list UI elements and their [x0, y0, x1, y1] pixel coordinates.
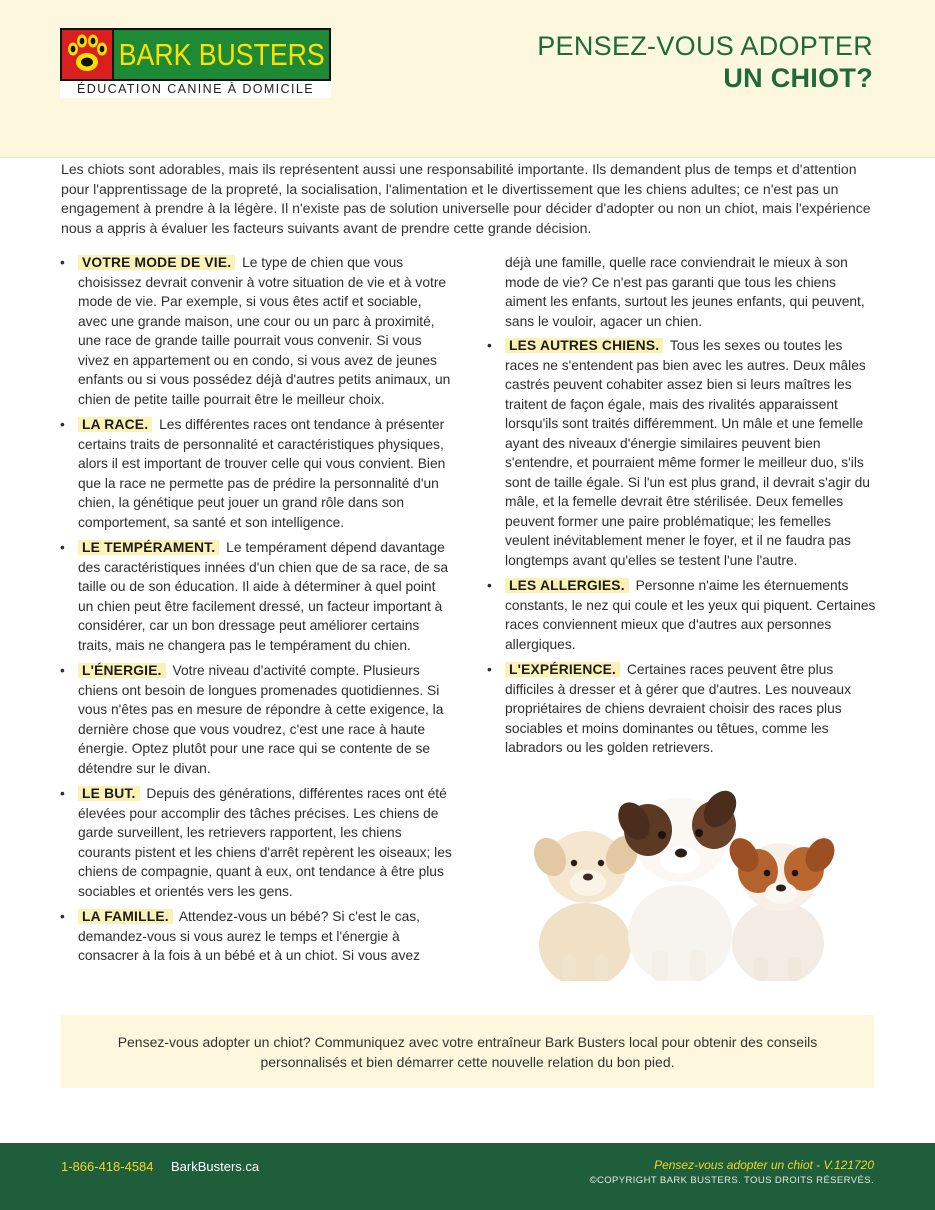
factor-text: Attendez-vous un bébé? Si c'est le cas, demandez-vous si vous aurez le temps et l'énergie à consacrer à la fois à un bébé et à un chiot. Si vous avez: [78, 909, 421, 963]
logo-banner: [60, 28, 331, 81]
puppy-right: [724, 833, 840, 981]
logo-tagline: ÉDUCATION CANINE À DOMICILE: [60, 81, 331, 98]
factor-item-mode-de-vie: [60, 253, 452, 409]
page-title: [537, 30, 873, 94]
footer-copyright: ©COPYRIGHT BARK BUSTERS. TOUS DROITS RÉSERVÉS.: [589, 1175, 874, 1186]
puppy-middle: [612, 785, 743, 981]
bullet: •: [60, 663, 65, 678]
factor-item-race: [60, 415, 452, 532]
footer-phone[interactable]: 1-866-418-4584: [61, 1159, 154, 1174]
page-header: [0, 0, 935, 158]
bullet: •: [487, 338, 492, 353]
paw-icon: [62, 30, 114, 79]
factor-text: Le tempérament dépend davantage des caractéristiques innées d'un chien que de sa race, de sa taille ou de son éducation. Il aide à déterminer à quel point un chien peut être facilement dressé, un facteur important à considérer, car un bon dressage peut améliorer certains traits, mais ne changera pas le tempérament du chien.: [78, 540, 449, 653]
factor-text: Les différentes races ont tendance à présenter certains traits de personnalité et caractéristiques physiques, alors il est important de trouver celle qui vous convient. Bien que la race ne permette pas de prédire la personnalité d'un chien, la génétique peut jouer un grand rôle dans son comportement, sa santé et son intelligence.: [78, 417, 446, 530]
factor-keyword: LES AUTRES CHIENS.: [505, 338, 663, 353]
factor-keyword: LES ALLERGIES.: [505, 578, 629, 593]
logo-brand-box: [114, 30, 329, 79]
left-column: [60, 253, 452, 972]
puppies-image: [530, 785, 840, 981]
bullet: •: [487, 578, 492, 593]
factor-item-famille: [60, 907, 452, 966]
factor-item-energie: [60, 661, 452, 778]
factor-keyword: VOTRE MODE DE VIE.: [78, 255, 235, 270]
page-footer: [0, 1143, 935, 1210]
puppy-left: [530, 831, 644, 981]
right-column: [487, 253, 877, 764]
factor-item-allergies: [487, 576, 877, 654]
logo-brand-name: BARK BUSTERS: [118, 36, 325, 72]
page-title-line1: PENSEZ-VOUS ADOPTER: [537, 31, 873, 61]
footer-version: Pensez-vous adopter un chiot - V.121720: [654, 1158, 874, 1172]
factor-text: Depuis des générations, différentes races ont été élevées pour accomplir des tâches précises. Les chiens de garde surveillent, les retrievers rapportent, les chiens courants pistent et les chiens d'arrêt repèrent les oiseaux; les chiens de compagnie, quant à eux, ont tendance à être plus sociables et orientés vers les gens.: [78, 786, 452, 899]
factor-item-autres-chiens: [487, 336, 877, 570]
bullet: •: [487, 662, 492, 677]
bark-busters-logo: [60, 28, 331, 98]
factor-keyword: LE TEMPÉRAMENT.: [78, 540, 219, 555]
factor-keyword: LA RACE.: [78, 417, 152, 432]
factor-keyword: L'EXPÉRIENCE.: [505, 662, 620, 677]
bullet: •: [60, 786, 65, 801]
factor-keyword: L'ÉNERGIE.: [78, 663, 166, 678]
footer-website-link[interactable]: BarkBusters.ca: [171, 1159, 260, 1174]
factor-text: Votre niveau d'activité compte. Plusieurs chiens ont besoin de longues promenades quotidiennes. Si vous n'êtes pas en mesure de répondre à cette exigence, la dernière chose que vous voudrez, c'est une race à haute énergie. Optez plutôt pour une race qui se contente de se détendre sur le divan.: [78, 663, 444, 776]
factor-text: Certaines races peuvent être plus difficiles à dresser et à gérer que d'autres. Les nouveaux propriétaires de chiens devraient choisir des races plus sociables et moins dominantes ou têtues, comme les labradors ou les golden retrievers.: [505, 662, 851, 755]
intro-paragraph: Les chiots sont adorables, mais ils représentent aussi une responsabilité importante. Ils demandent plus de temps et d'attention pour l'apprentissage de la propreté, la socialisation, l'alimentation et le divertissement que les chiens adultes; ce n'est pas un engagement à prendre à la légère. Il n'existe pas de solution universelle pour décider d'adopter ou non un chiot, mais l'expérience nous a appris à évaluer les facteurs suivants avant de prendre cette grande décision.: [61, 161, 871, 236]
bullet: •: [60, 417, 65, 432]
factor-keyword: LE BUT.: [78, 786, 140, 801]
page-title-line2: UN CHIOT?: [723, 63, 873, 93]
callout-box: [61, 1015, 874, 1088]
factor-keyword: LA FAMILLE.: [78, 909, 173, 924]
factor-text: Tous les sexes ou toutes les races ne s'entendent pas bien avec les autres. Deux mâles castrés peuvent cohabiter assez bien si leurs maîtres les traitent de façon égale, mais des rivalités apparaissent lorsqu'ils sont traités différemment. Un mâle et une femelle ayant des niveaux d'énergie similaires peuvent bien s'entendre, et pourraient même former le meilleur duo, s'ils sont de taille égale. Si l'un est plus grand, il devrait s'agir du mâle, et la femelle devrait être stérilisée. Deux femelles peuvent former une paire problématique; les femelles veulent inévitablement mener le foyer, et il ne faudra pas longtemps avant qu'elles se testent l'une l'autre.: [505, 338, 870, 568]
bullet: •: [60, 255, 65, 270]
callout-text: Pensez-vous adopter un chiot? Communiquez avec votre entraîneur Bark Busters local pour obtenir des conseils personnalisés et bien démarrer cette nouvelle relation du bon pied.: [117, 1033, 818, 1070]
bullet: •: [60, 909, 65, 924]
factor-item-but: [60, 784, 452, 901]
factor-text: Personne n'aime les éternuements constants, le nez qui coule et les yeux qui piquent. Certaines races conviennent mieux que d'autres aux personnes allergiques.: [505, 578, 876, 652]
factor-famille-continued: déjà une famille, quelle race conviendrait le mieux à son mode de vie? Ce n'est pas garanti que tous les chiens aiment les enfants, surtout les jeunes enfants, qui peuvent, sans le vouloir, agacer un chien.: [505, 255, 865, 329]
factor-item-temperament: [60, 538, 452, 655]
factor-text: Le type de chien que vous choisissez devrait convenir à votre situation de vie et à votre mode de vie. Par exemple, si vous êtes actif et sociable, avec une grande maison, une cour ou un parc à proximité, une race de grande taille pourrait vous convenir. Si vous vivez en appartement ou en condo, si vous avez de jeunes enfants ou si vous possédez déjà d'autres petits animaux, un chien de petite taille pourrait être le meilleur choix.: [78, 255, 451, 407]
factor-item-experience: [487, 660, 877, 758]
bullet: •: [60, 540, 65, 555]
